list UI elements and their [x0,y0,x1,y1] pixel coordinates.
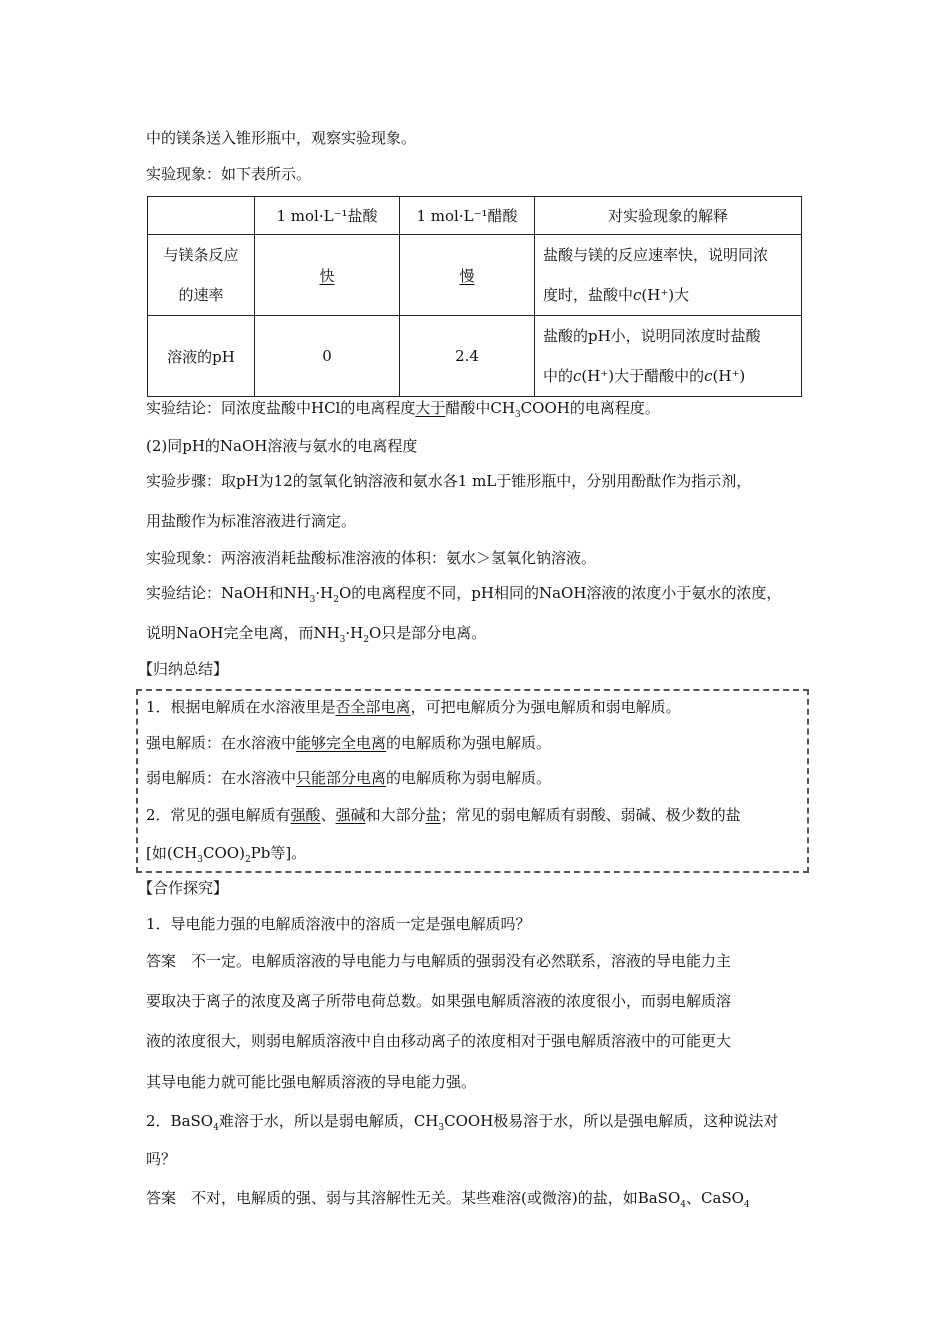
table-cell-explain [535,316,802,397]
table-cell-explain [535,235,802,316]
cell-text: 度时，盐酸中c(H⁺)大 [543,286,690,304]
answer-underlined: 能够完全电离 [296,734,387,752]
answer-1-line: 要取决于离子的浓度及离子所带电荷总数。如果强电解质溶液的浓度很小，而弱电解质溶 [146,992,732,1010]
answer-underlined: 慢 [459,266,475,285]
table-row [148,235,802,316]
text-line: 实验现象：两溶液消耗盐酸标准溶液的体积：氨水＞氢氧化钠溶液。 [146,549,597,567]
answer-underlined: 强酸 [290,806,321,824]
table-header-cell: 对实验现象的解释 [535,197,802,235]
table-header-cell: 1 mol·L⁻¹盐酸 [255,197,400,235]
text-line: 说明NaOH完全电离，而$NH_3\cdot H_2O$只是部分电离。 [146,624,487,645]
question-1: 1．导电能力强的电解质溶液中的溶质一定是强电解质吗？ [146,915,531,933]
cell-text: 中的c(H⁺)大于醋酸中的c(H⁺) [543,367,746,385]
table-header-cell [148,197,255,235]
question-2: 吗？ [146,1150,177,1168]
table-header-row [148,197,802,235]
summary-line: 2．常见的强电解质有强酸、强碱和大部分盐；常见的弱电解质有弱酸、弱碱、极少数的盐 [146,806,741,824]
section-title: (2)同pH的NaOH溶液与氨水的电离程度 [146,437,418,455]
text-line: 用盐酸作为标准溶液进行滴定。 [146,512,357,530]
answer-underlined: 大于 [415,399,446,417]
answer-underlined: 强碱 [335,806,366,824]
cell-text: 的速率 [178,286,224,304]
table-cell-label: 溶液的pH [148,316,255,397]
table-row [148,316,802,397]
question-2: 2．BaSO$_4$难溶于水，所以是弱电解质，$CH_3COOH$极易溶于水，所以是强电解质，这种说法对 [146,1112,779,1133]
summary-heading: 【归纳总结】 [138,660,229,678]
text-line: 实验结论：NaOH和$NH_3\cdot H_2O$的电离程度不同，pH相同的NaOH溶液的浓度小于氨水的浓度， [146,584,782,605]
cell-text: 与镁条反应 [163,246,239,264]
cell-text: 盐酸与镁的反应速率快，说明同浓 [543,246,769,264]
table-cell [255,235,400,316]
coop-heading: 【合作探究】 [138,879,229,897]
text-line: 实验步骤：取pH为12的氢氧化钠溶液和氨水各1 mL于锥形瓶中，分别用酚酞作为指示剂， [146,472,752,490]
table-header-cell: 1 mol·L⁻¹醋酸 [400,197,535,235]
text-line: 实验结论：同浓度盐酸中HCl的电离程度大于醋酸中$CH_3COOH$的电离程度。 [146,399,660,420]
summary-line: 弱电解质：在水溶液中只能部分电离的电解质称为弱电解质。 [146,769,552,787]
answer-underlined: 盐 [425,806,441,824]
answer-1-line: 其导电能力就可能比强电解质溶液的导电能力强。 [146,1073,477,1091]
answer-underlined: 快 [319,266,335,285]
answer-1-line: 答案 不一定。电解质溶液的导电能力与电解质的强弱没有必然联系，溶液的导电能力主 [146,952,732,970]
summary-line: [如$(CH_3COO)_2Pb$等]。 [146,844,307,865]
text-line: 中的镁条送入锥形瓶中，观察实验现象。 [146,129,417,147]
answer-1-line: 液的浓度很大，则弱电解质溶液中自由移动离子的浓度相对于强电解质溶液中的可能更大 [146,1032,732,1050]
table-cell: 0 [255,316,400,397]
table-cell-label [148,235,255,316]
text-line: 实验现象：如下表所示。 [146,165,312,183]
cell-text: 盐酸的pH小，说明同浓度时盐酸 [543,327,761,345]
answer-underlined: 否全部电离 [335,698,411,716]
table-cell [400,235,535,316]
answer-underlined: 只能部分电离 [296,769,387,787]
answer-2-line: 答案 不对，电解质的强、弱与其溶解性无关。某些难溶(或微溶)的盐，如BaSO$_4$、CaSO$_4$ [146,1189,750,1210]
table-cell: 2.4 [400,316,535,397]
summary-line: 1．根据电解质在水溶液里是否全部电离，可把电解质分为强电解质和弱电解质。 [146,698,681,716]
experiment-table [147,196,802,397]
summary-line: 强电解质：在水溶液中能够完全电离的电解质称为强电解质。 [146,734,552,752]
